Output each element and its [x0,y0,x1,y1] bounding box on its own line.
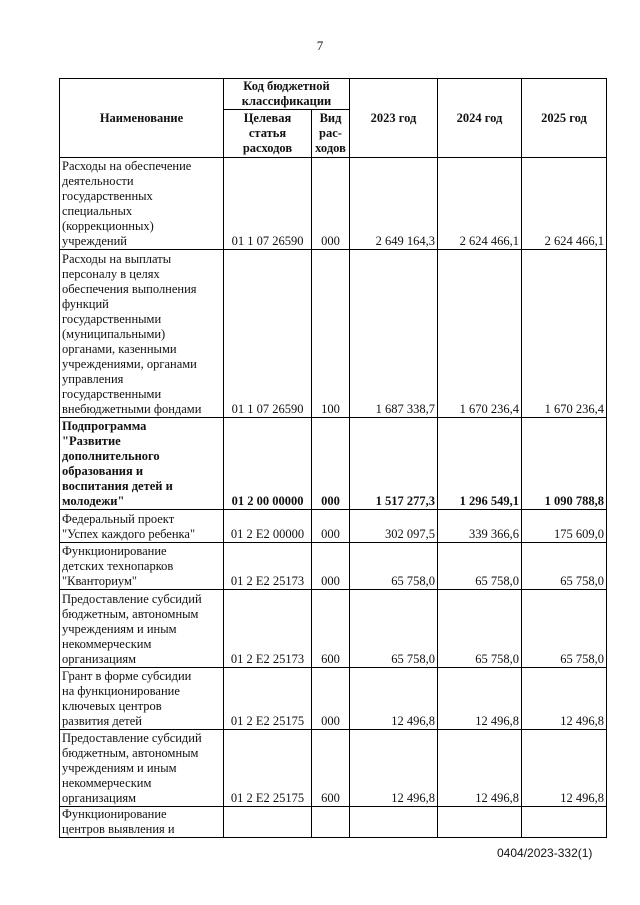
table-row [60,158,607,250]
row-2025 [522,807,607,838]
row-kind [312,807,350,838]
row-code: 01 2 E2 25173 [224,543,312,590]
row-2023: 2 649 164,3 [350,158,438,250]
row-kind: 000 [312,668,350,730]
budget-table [59,78,607,838]
row-2023: 65 758,0 [350,590,438,668]
row-code: 01 2 E2 25173 [224,590,312,668]
row-2025: 12 496,8 [522,730,607,807]
row-2025: 12 496,8 [522,668,607,730]
row-code [224,807,312,838]
row-2023: 65 758,0 [350,543,438,590]
table-row [60,250,607,418]
table-row [60,590,607,668]
row-kind: 000 [312,510,350,543]
row-name: Функционирование центров выявления и [60,807,224,838]
row-2023 [350,807,438,838]
row-2024: 65 758,0 [438,543,522,590]
table-row [60,807,607,838]
row-code: 01 1 07 26590 [224,158,312,250]
table-row [60,510,607,543]
header-2023: 2023 год [350,79,438,158]
row-2024 [438,807,522,838]
header-target: Целевая статья расходов [224,110,312,158]
row-2024: 1 670 236,4 [438,250,522,418]
header-2024: 2024 год [438,79,522,158]
row-name: Грант в форме субсидии на функционирование ключевых центров развития детей [60,668,224,730]
row-name: Подпрограмма "Развитие дополнительного образования и воспитания детей и молодежи" [60,418,224,510]
row-2023: 1 687 338,7 [350,250,438,418]
row-2025: 2 624 466,1 [522,158,607,250]
row-name: Функционирование детских технопарков "Кванториум" [60,543,224,590]
document-code: 0404/2023-332(1) [497,846,593,860]
row-code: 01 2 E2 25175 [224,668,312,730]
row-kind: 000 [312,158,350,250]
row-name: Расходы на обеспечение деятельности государственных специальных (коррекционных) учреждений [60,158,224,250]
table-row [60,418,607,510]
row-2023: 302 097,5 [350,510,438,543]
row-kind: 000 [312,543,350,590]
table-row [60,730,607,807]
row-kind: 600 [312,730,350,807]
row-name: Федеральный проект "Успех каждого ребенка" [60,510,224,543]
row-2025: 65 758,0 [522,543,607,590]
row-name: Расходы на выплаты персоналу в целях обеспечения выполнения функций государственными (муниципальными) органами, казенными учреждениями, органами управления государственными внебюджетными фондами [60,250,224,418]
row-code: 01 1 07 26590 [224,250,312,418]
row-2025: 175 609,0 [522,510,607,543]
row-2024: 65 758,0 [438,590,522,668]
page-number: 7 [316,38,324,53]
row-2023: 12 496,8 [350,730,438,807]
row-code: 01 2 E2 00000 [224,510,312,543]
row-code: 01 2 00 00000 [224,418,312,510]
row-2024: 2 624 466,1 [438,158,522,250]
row-2023: 12 496,8 [350,668,438,730]
row-2024: 339 366,6 [438,510,522,543]
table-row [60,543,607,590]
header-kind: Вид рас-ходов [312,110,350,158]
row-kind: 000 [312,418,350,510]
header-2025: 2025 год [522,79,607,158]
row-2025: 1 670 236,4 [522,250,607,418]
row-name: Предоставление субсидий бюджетным, автономным учреждениям и иным некоммерческим организациям [60,590,224,668]
row-2025: 1 090 788,8 [522,418,607,510]
header-code-group: Код бюджетной классификации [224,79,350,110]
row-2024: 1 296 549,1 [438,418,522,510]
row-kind: 100 [312,250,350,418]
row-2024: 12 496,8 [438,730,522,807]
row-2025: 65 758,0 [522,590,607,668]
row-name: Предоставление субсидий бюджетным, автономным учреждениям и иным некоммерческим организациям [60,730,224,807]
header-name: Наименование [60,79,224,158]
row-2024: 12 496,8 [438,668,522,730]
row-code: 01 2 E2 25175 [224,730,312,807]
row-kind: 600 [312,590,350,668]
row-2023: 1 517 277,3 [350,418,438,510]
table-row [60,668,607,730]
